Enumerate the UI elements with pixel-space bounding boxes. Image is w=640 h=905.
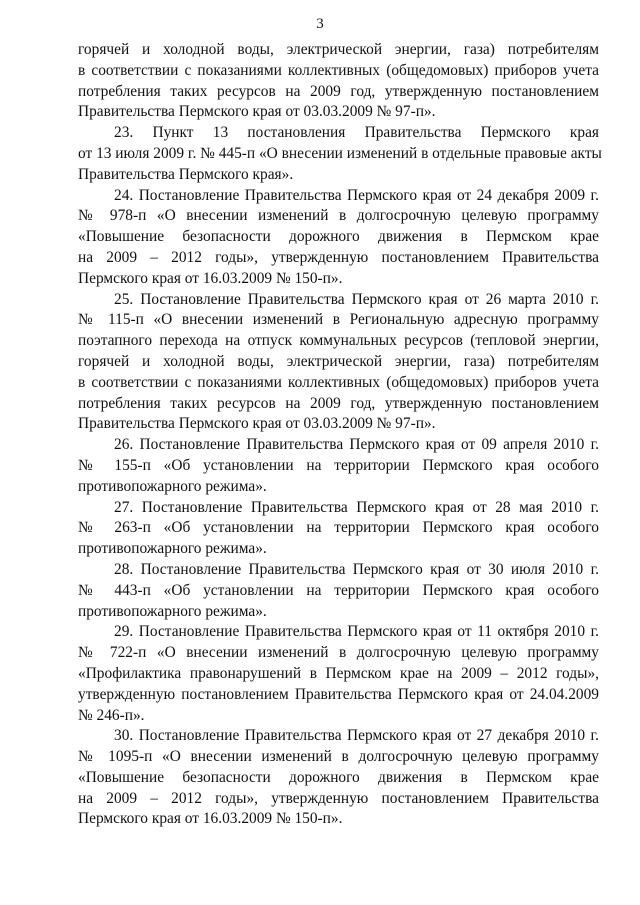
paragraph-item-27 bbox=[78, 498, 599, 560]
text-line: в соответствии с показаниями коллективных (общедомовых) приборов учета bbox=[78, 373, 599, 391]
text-line: поэтапного перехода на отпуск коммунальных ресурсов (тепловой энергии, bbox=[78, 332, 599, 350]
text-line: 26. Постановление Правительства Пермского края от 09 апреля 2010 г. bbox=[114, 436, 599, 454]
paragraph-item-30 bbox=[78, 726, 599, 830]
text-line: потребления таких ресурсов на 2009 год, утвержденную постановлением bbox=[78, 82, 599, 100]
text-line: 23. Пункт 13 постановления Правительства Пермского края bbox=[114, 124, 599, 142]
text-line: № 263-п «Об установлении на территории Пермского края особого bbox=[78, 519, 599, 537]
document-body bbox=[78, 40, 602, 830]
text-line: № 115-п «О внесении изменений в Региональную адресную программу bbox=[78, 311, 599, 329]
text-line: «Повышение безопасности дорожного движения в Пермском крае bbox=[78, 228, 599, 246]
text-line: «Профилактика правонарушений в Пермском крае на 2009 – 2012 годы», bbox=[78, 664, 599, 682]
text-line: горячей и холодной воды, электрической энергии, газа) потребителям bbox=[78, 41, 599, 58]
text-line: № 722-п «О внесении изменений в долгосрочную целевую программу bbox=[78, 644, 599, 662]
paragraph-item-28 bbox=[78, 560, 599, 622]
text-line: № 443-п «Об установлении на территории Пермского края особого bbox=[78, 581, 599, 599]
text-line: Пермского края от 16.03.2009 № 150-п». bbox=[78, 269, 343, 287]
text-line: 27. Постановление Правительства Пермского края от 28 мая 2010 г. bbox=[114, 498, 599, 516]
text-line: Правительства Пермского края от 03.03.2009 № 97-п». bbox=[78, 415, 436, 433]
text-line: на 2009 – 2012 годы», утвержденную постановлением Правительства bbox=[78, 248, 599, 266]
text-line: № 155-п «Об установлении на территории Пермского края особого bbox=[78, 456, 599, 474]
text-line: от 13 июля 2009 г. № 445-п «О внесении изменений в отдельные правовые акты bbox=[78, 144, 602, 162]
text-line: противопожарного режима». bbox=[78, 477, 267, 495]
text-line: утвержденную постановлением Правительства Пермского края от 24.04.2009 bbox=[78, 685, 599, 703]
paragraph-item-23 bbox=[78, 123, 602, 185]
text-line: 24. Постановление Правительства Пермского края от 24 декабря 2009 г. bbox=[114, 186, 599, 204]
page-number: 3 bbox=[316, 16, 324, 32]
text-line: Пермского края от 16.03.2009 № 150-п». bbox=[78, 810, 343, 828]
paragraph-item-25 bbox=[78, 290, 599, 436]
text-line: 25. Постановление Правительства Пермского края от 26 марта 2010 г. bbox=[114, 290, 599, 308]
text-line: противопожарного режима». bbox=[78, 602, 267, 620]
text-line: № 1095-п «О внесении изменений в долгосрочную целевую программу bbox=[78, 748, 599, 766]
text-line: № 246-п». bbox=[78, 706, 145, 724]
text-line: «Повышение безопасности дорожного движения в Пермском крае bbox=[78, 768, 599, 786]
text-line: потребления таких ресурсов на 2009 год, утвержденную постановлением bbox=[78, 394, 599, 412]
paragraph-item-29 bbox=[78, 622, 599, 726]
text-line: 29. Постановление Правительства Пермского края от 11 октября 2010 г. bbox=[114, 623, 599, 641]
text-line: противопожарного режима». bbox=[78, 540, 267, 558]
text-line: Правительства Пермского края от 03.03.2009 № 97-п». bbox=[78, 103, 436, 121]
text-line: № 978-п «О внесении изменений в долгосрочную целевую программу bbox=[78, 207, 599, 225]
text-line: Правительства Пермского края». bbox=[78, 165, 294, 183]
text-line: 28. Постановление Правительства Пермского края от 30 июля 2010 г. bbox=[114, 560, 599, 578]
text-line: на 2009 – 2012 годы», утвержденную постановлением Правительства bbox=[78, 789, 599, 807]
paragraph-continuation bbox=[78, 40, 599, 123]
text-line: 30. Постановление Правительства Пермского края от 27 декабря 2010 г. bbox=[114, 727, 599, 745]
text-line: горячей и холодной воды, электрической энергии, газа) потребителям bbox=[78, 352, 599, 370]
paragraph-item-26 bbox=[78, 435, 599, 497]
text-line: в соответствии с показаниями коллективных (общедомовых) приборов учета bbox=[78, 61, 599, 79]
paragraph-item-24 bbox=[78, 186, 599, 290]
